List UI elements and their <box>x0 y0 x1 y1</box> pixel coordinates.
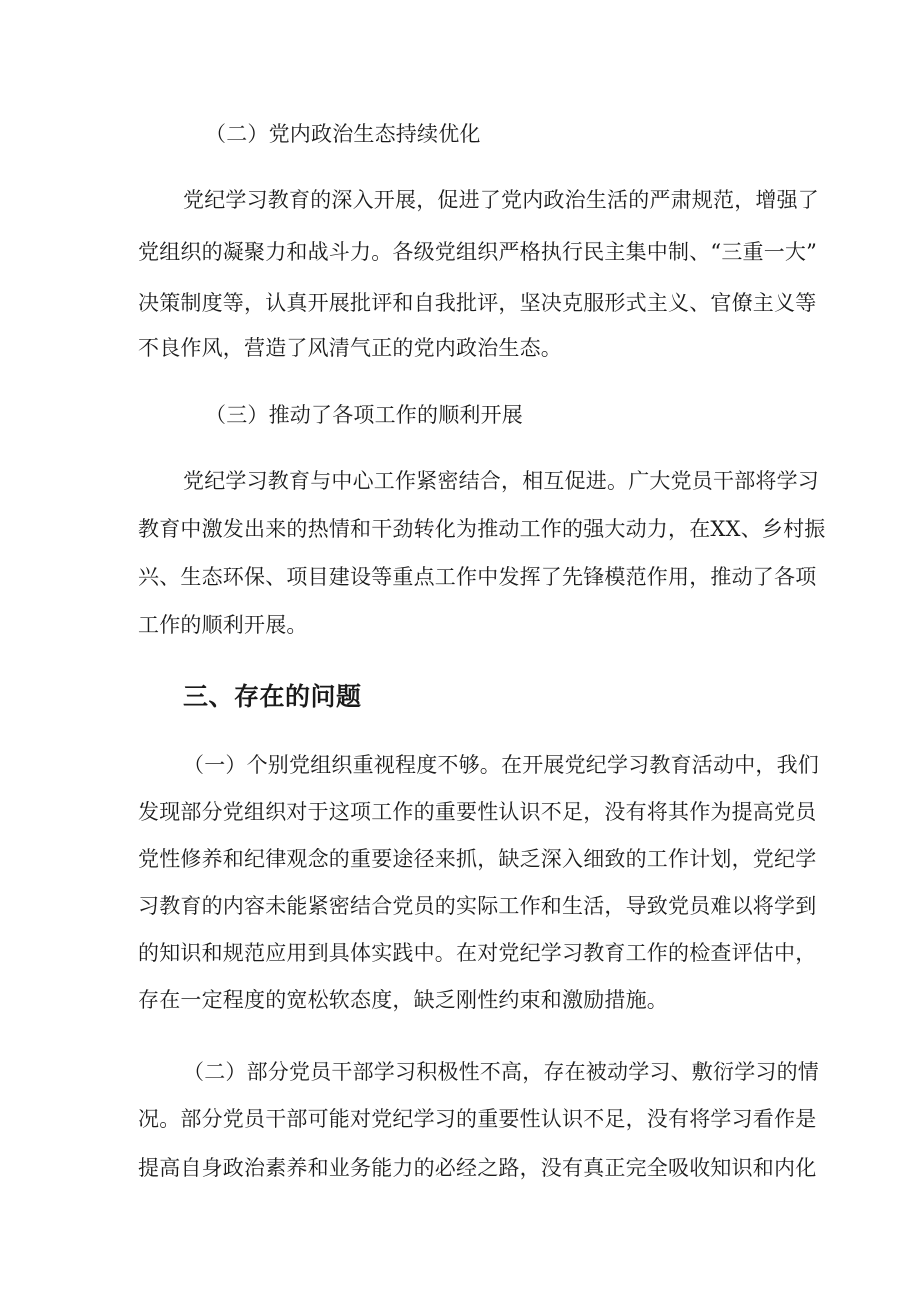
paragraph-line: 存在一定程度的宽松软态度，缺乏刚性约束和激励措施。 <box>138 988 668 1012</box>
paragraph-line: 工作的顺利开展。 <box>138 613 308 637</box>
subheading-party-political-ecology: （二）党内政治生态持续优化 <box>205 122 481 146</box>
paragraph-line: 况。部分党员干部可能对党纪学习的重要性认识不足，没有将学习看作是 <box>138 1107 817 1131</box>
paragraph-line: 习教育的内容未能紧密结合党员的实际工作和生活，导致党员难以将学到 <box>138 894 817 918</box>
paragraph-line: 教育中激发出来的热情和干劲转化为推动工作的强大动力，在XX、乡村振 <box>138 517 826 541</box>
paragraph-line: 党性修养和纪律观念的重要途径来抓，缺乏深入细致的工作计划，党纪学 <box>138 847 817 871</box>
paragraph-line: 不良作风，营造了风清气正的党内政治生态。 <box>138 336 562 360</box>
paragraph-line: 党纪学习教育与中心工作紧密结合，相互促进。广大党员干部将学习 <box>183 469 819 493</box>
paragraph-line: 提高自身政治素养和业务能力的必经之路，没有真正完全吸收知识和内化 <box>138 1156 817 1180</box>
subheading-work-progress: （三）推动了各项工作的顺利开展 <box>205 403 523 427</box>
paragraph-line: 党组织的凝聚力和战斗力。各级党组织严格执行民主集中制、“三重一大” <box>138 240 818 264</box>
paragraph-line: 决策制度等，认真开展批评和自我批评，坚决克服形式主义、官僚主义等 <box>138 291 817 315</box>
paragraph-line: 发现部分党组织对于这项工作的重要性认识不足，没有将其作为提高党员 <box>138 800 817 824</box>
paragraph-line: 党纪学习教育的深入开展，促进了党内政治生活的严肃规范，增强了 <box>183 188 819 212</box>
section-heading-existing-problems: 三、存在的问题 <box>183 682 362 711</box>
paragraph-line: （一）个别党组织重视程度不够。在开展党纪学习教育活动中，我们 <box>183 753 819 777</box>
paragraph-line: 兴、生态环保、项目建设等重点工作中发挥了先锋模范作用，推动了各项 <box>138 565 817 589</box>
paragraph-line: 的知识和规范应用到具体实践中。在对党纪学习教育工作的检查评估中， <box>138 941 817 965</box>
paragraph-line: （二）部分党员干部学习积极性不高，存在被动学习、敷衍学习的情 <box>183 1060 819 1084</box>
